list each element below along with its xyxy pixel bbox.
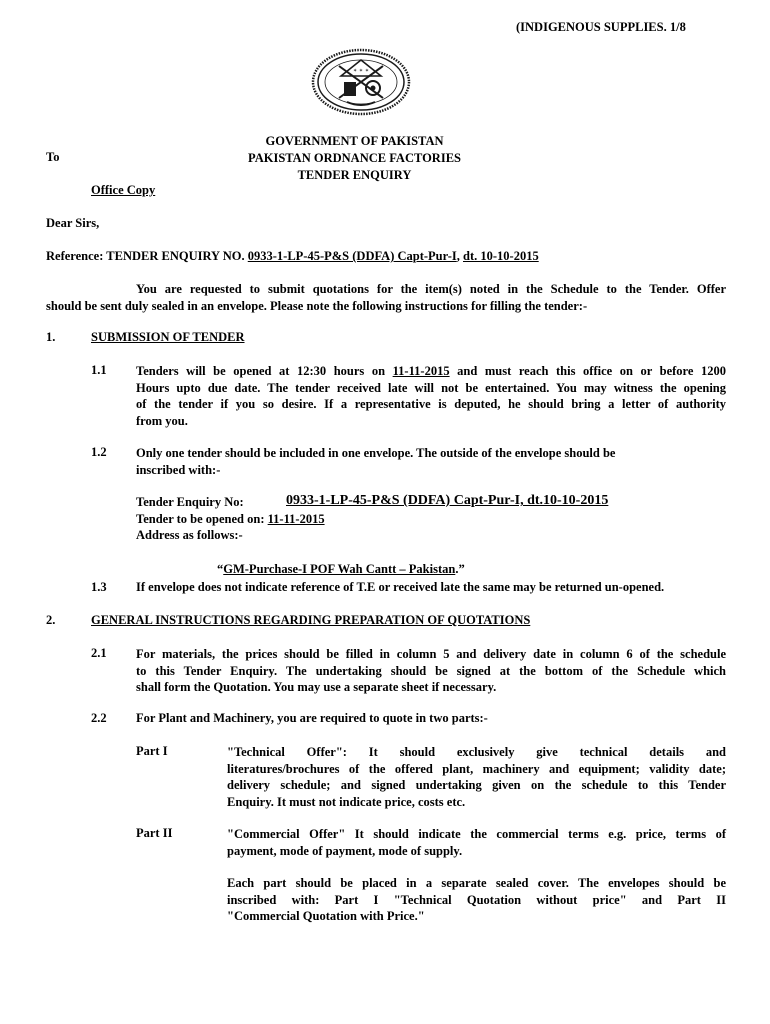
clause-2-1-line-3: shall form the Quotation. You may use a separate sheet if necessary.	[136, 680, 497, 694]
clause-1-2-text	[136, 445, 726, 478]
tender-open-date: 11-11-2015	[267, 512, 325, 526]
clause-2-1-line-1: For materials, the prices should be filled in column 5 and delivery date in column 6 of the schedule	[136, 647, 726, 661]
organization-header	[0, 133, 709, 184]
clause-2-1-text	[136, 646, 726, 696]
reference-number: 0933-1-LP-45-P&S (DDFA) Capt-Pur-I	[247, 249, 457, 263]
opening-date: 11-11-2015	[392, 364, 450, 378]
intro-paragraph	[46, 281, 726, 314]
clause-1-1-number: 1.1	[91, 363, 107, 377]
section-2-title: GENERAL INSTRUCTIONS REGARDING PREPARATION OF QUOTATIONS	[91, 613, 531, 627]
section-1-number: 1.	[46, 330, 56, 344]
sealed-cover-line-3: "Commercial Quotation with Price."	[227, 909, 425, 923]
part-2-line-2: payment, mode of payment, mode of supply.	[227, 843, 463, 858]
reference-separator: ,	[456, 249, 463, 263]
intro-line-1: You are requested to submit quotations for the item(s) noted in the Schedule to the Tender. Offer	[136, 282, 726, 296]
pof-emblem-icon	[311, 48, 411, 116]
clause-1-1-text	[136, 363, 726, 429]
clause-1-2-line-2: inscribed with:-	[136, 462, 221, 477]
clause-1-1-line-2: Hours upto due date. The tender received late will not be entertained. You may witness the opening	[136, 380, 726, 395]
clause-1-1-line-3: of the tender if you so desire. If a representative is deputed, he should bring a letter of authority	[136, 397, 726, 411]
part-1-line-1: "Technical Offer": It should exclusively give technical details and	[227, 745, 726, 759]
clause-1-1-line-1: Tenders will be opened at 12:30 hours on 11-11-2015 and must reach this office on or before 1200	[136, 364, 726, 378]
clause-1-1-line-4: from you.	[136, 413, 188, 428]
salutation: Dear Sirs,	[46, 216, 100, 230]
clause-1-2-line-1: Only one tender should be included in one envelope. The outside of the envelope should be	[136, 446, 616, 460]
section-1-title: SUBMISSION OF TENDER	[91, 330, 245, 344]
clause-2-1-line-2: to this Tender Enquiry. The undertaking should be signed at the bottom of the Schedule which	[136, 663, 726, 678]
part-2-line-1: "Commercial Offer" It should indicate the commercial terms e.g. price, terms of	[227, 827, 726, 841]
part-1-text	[227, 744, 726, 810]
part-2-text	[227, 826, 726, 859]
clause-2-2-number: 2.2	[91, 711, 107, 725]
section-2-number: 2.	[46, 613, 56, 627]
part-1-line-2: literatures/brochures of the offered plant, machinery and equipment; validity date;	[227, 761, 726, 776]
reference-date: dt. 10-10-2015	[463, 249, 539, 263]
sealed-cover-line-2: inscribed with: Part I "Technical Quotation without price" and Part II	[227, 892, 726, 907]
address: GM-Purchase-I POF Wah Cantt – Pakistan	[223, 562, 456, 576]
clause-2-1-number: 2.1	[91, 646, 107, 660]
org-line-3: TENDER ENQUIRY	[297, 168, 412, 182]
svg-text:✶ ✶ ✶: ✶ ✶ ✶	[352, 68, 370, 74]
address-line: “GM-Purchase-I POF Wah Cantt – Pakistan.”	[217, 562, 465, 576]
tender-open-line	[136, 512, 325, 527]
reference-label: Reference: TENDER ENQUIRY NO.	[46, 249, 248, 263]
reference-line	[46, 249, 539, 264]
org-line-1: GOVERNMENT OF PAKISTAN	[265, 134, 444, 148]
clause-2-2-text: For Plant and Machinery, you are required to quote in two parts:-	[136, 711, 488, 725]
sealed-cover-paragraph	[227, 875, 726, 925]
address-label: Address as follows:-	[136, 528, 243, 542]
part-1-line-3: delivery schedule; and signed undertaking given on the schedule to this Tender	[227, 778, 726, 792]
tender-enquiry-label: Tender Enquiry No:	[136, 495, 244, 509]
clause-1-2-number: 1.2	[91, 445, 107, 459]
header-reference: (INDIGENOUS SUPPLIES. 1/8	[516, 20, 686, 34]
tender-enquiry-number: 0933-1-LP-45-P&S (DDFA) Capt-Pur-I, dt.10-10-2015	[286, 493, 609, 508]
sealed-cover-line-1: Each part should be placed in a separate sealed cover. The envelopes should be	[227, 876, 726, 890]
part-1-label: Part I	[136, 744, 168, 758]
to-label: To	[46, 150, 60, 164]
clause-1-3-number: 1.3	[91, 580, 107, 594]
office-copy: Office Copy	[91, 183, 156, 197]
tender-open-label: Tender to be opened on:	[136, 512, 268, 526]
clause-1-3-text: If envelope does not indicate reference of T.E or received late the same may be returned un-opened.	[136, 580, 665, 594]
part-1-line-4: Enquiry. It must not indicate price, costs etc.	[227, 794, 466, 809]
part-2-label: Part II	[136, 826, 173, 840]
org-line-2: PAKISTAN ORDNANCE FACTORIES	[248, 151, 461, 165]
intro-line-2: should be sent duly sealed in an envelope. Please note the following instructions for filling the tender:-	[46, 298, 588, 313]
